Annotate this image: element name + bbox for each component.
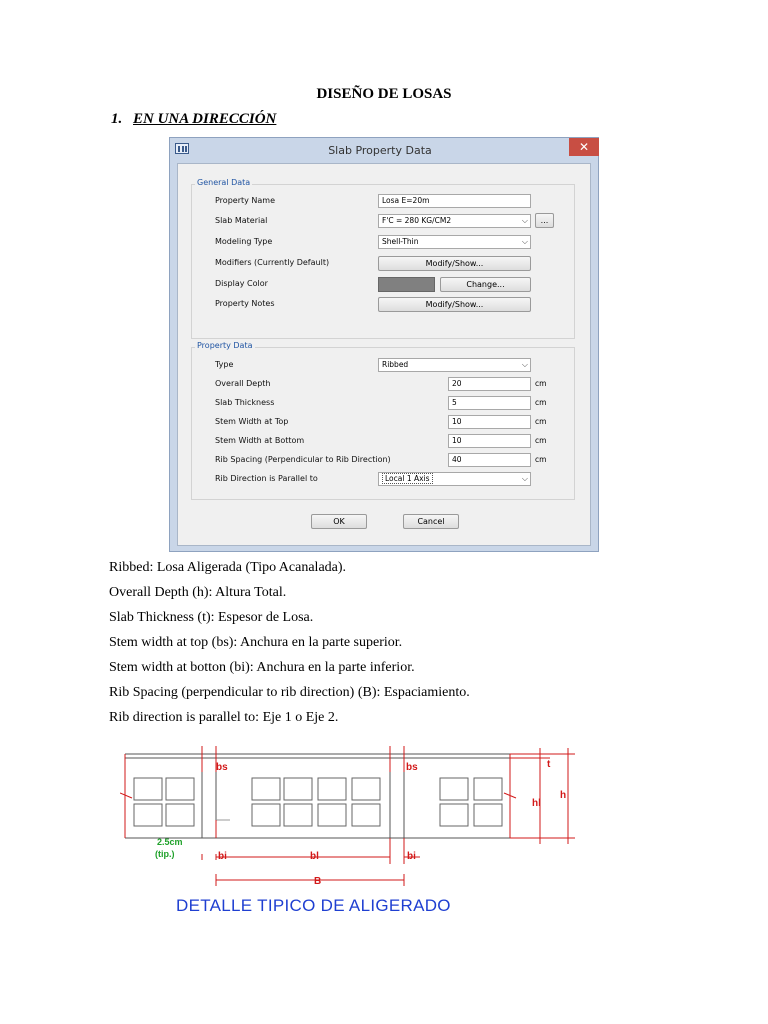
cancel-button[interactable]: Cancel xyxy=(403,514,459,529)
slab-material-label: Slab Material xyxy=(215,216,268,225)
material-browse-button[interactable]: ... xyxy=(535,213,554,228)
property-data-title: Property Data xyxy=(197,341,253,350)
label-bi-left: bi xyxy=(218,851,227,862)
rib-spacing-label: Rib Spacing (Perpendicular to Rib Direction) xyxy=(215,455,391,464)
dialog-title: Slab Property Data xyxy=(328,144,432,157)
label-hl: hl xyxy=(532,798,541,809)
slab-thickness-unit: cm xyxy=(535,398,547,407)
general-data-title: General Data xyxy=(197,178,251,187)
label-bs-right: bs xyxy=(406,762,418,773)
document-title: DISEÑO DE LOSAS xyxy=(316,86,452,102)
display-color-swatch[interactable] xyxy=(378,277,435,292)
stem-width-top-label: Stem Width at Top xyxy=(215,417,289,426)
diagram-caption: DETALLE TIPICO DE ALIGERADO xyxy=(176,896,451,915)
chevron-down-icon: ⌵ xyxy=(521,360,528,369)
chevron-down-icon: ⌵ xyxy=(521,474,528,483)
aligerado-detail-diagram xyxy=(120,738,590,890)
slab-thickness-input[interactable]: 5 xyxy=(448,396,531,410)
overall-depth-label: Overall Depth xyxy=(215,379,271,388)
slab-material-select[interactable] xyxy=(378,214,531,228)
slab-property-dialog xyxy=(169,137,599,552)
property-name-input[interactable]: Losa E=20m xyxy=(378,194,531,208)
paragraph-ribbed: Ribbed: Losa Aligerada (Tipo Acanalada). xyxy=(109,560,347,575)
type-select[interactable] xyxy=(378,358,531,372)
section-heading xyxy=(111,111,276,128)
paragraph-slab-thickness: Slab Thickness (t): Espesor de Losa. xyxy=(109,610,314,625)
label-B: B xyxy=(314,876,322,887)
rib-spacing-unit: cm xyxy=(535,455,547,464)
chevron-down-icon: ⌵ xyxy=(521,237,528,246)
type-value: Ribbed xyxy=(382,360,409,369)
label-cover-value: 2.5cm xyxy=(157,837,183,847)
label-h: h xyxy=(560,790,567,801)
section-number: 1. xyxy=(111,111,123,127)
paragraph-overall-depth: Overall Depth (h): Altura Total. xyxy=(109,585,287,600)
close-button[interactable]: ✕ xyxy=(569,138,599,156)
notes-modify-button[interactable]: Modify/Show... xyxy=(378,297,531,312)
stem-width-bottom-label: Stem Width at Bottom xyxy=(215,436,305,445)
rib-direction-select[interactable] xyxy=(378,472,531,486)
stem-width-bottom-unit: cm xyxy=(535,436,547,445)
label-cover-typ: (tip.) xyxy=(155,849,175,859)
type-label: Type xyxy=(215,360,234,369)
modeling-type-label: Modeling Type xyxy=(215,237,273,246)
dialog-titlebar[interactable] xyxy=(170,138,598,162)
slab-material-value: F'C = 280 KG/CM2 xyxy=(382,216,452,225)
modifiers-modify-button[interactable]: Modify/Show... xyxy=(378,256,531,271)
rib-direction-label: Rib Direction is Parallel to xyxy=(215,474,318,483)
modeling-type-value: Shell-Thin xyxy=(382,237,419,246)
modifiers-label: Modifiers (Currently Default) xyxy=(215,258,330,267)
paragraph-stem-top: Stem width at top (bs): Anchura en la parte superior. xyxy=(109,635,403,650)
display-color-label: Display Color xyxy=(215,279,268,288)
modeling-type-select[interactable] xyxy=(378,235,531,249)
label-bi-right: bi xyxy=(407,851,416,862)
label-bs-left: bs xyxy=(216,762,228,773)
stem-width-top-unit: cm xyxy=(535,417,547,426)
dialog-client-area xyxy=(177,163,591,546)
slab-thickness-label: Slab Thickness xyxy=(215,398,275,407)
paragraph-rib-direction: Rib direction is parallel to: Eje 1 o Eje 2. xyxy=(109,710,339,725)
property-notes-label: Property Notes xyxy=(215,299,275,308)
rib-spacing-input[interactable]: 40 xyxy=(448,453,531,467)
paragraph-stem-bottom: Stem width at botton (bi): Anchura en la parte inferior. xyxy=(109,660,415,675)
chevron-down-icon: ⌵ xyxy=(521,216,528,225)
stem-width-bottom-input[interactable]: 10 xyxy=(448,434,531,448)
label-t: t xyxy=(547,759,551,770)
overall-depth-unit: cm xyxy=(535,379,547,388)
label-bl: bl xyxy=(310,851,319,862)
hollow-blocks xyxy=(134,778,502,826)
rib-direction-value: Local 1 Axis xyxy=(382,473,433,484)
stem-width-top-input[interactable]: 10 xyxy=(448,415,531,429)
paragraph-rib-spacing: Rib Spacing (perpendicular to rib direction) (B): Espaciamiento. xyxy=(109,685,470,700)
section-title: EN UNA DIRECCIÓN xyxy=(133,111,277,127)
property-name-label: Property Name xyxy=(215,196,275,205)
change-color-button[interactable]: Change... xyxy=(440,277,531,292)
overall-depth-input[interactable]: 20 xyxy=(448,377,531,391)
ok-button[interactable]: OK xyxy=(311,514,367,529)
